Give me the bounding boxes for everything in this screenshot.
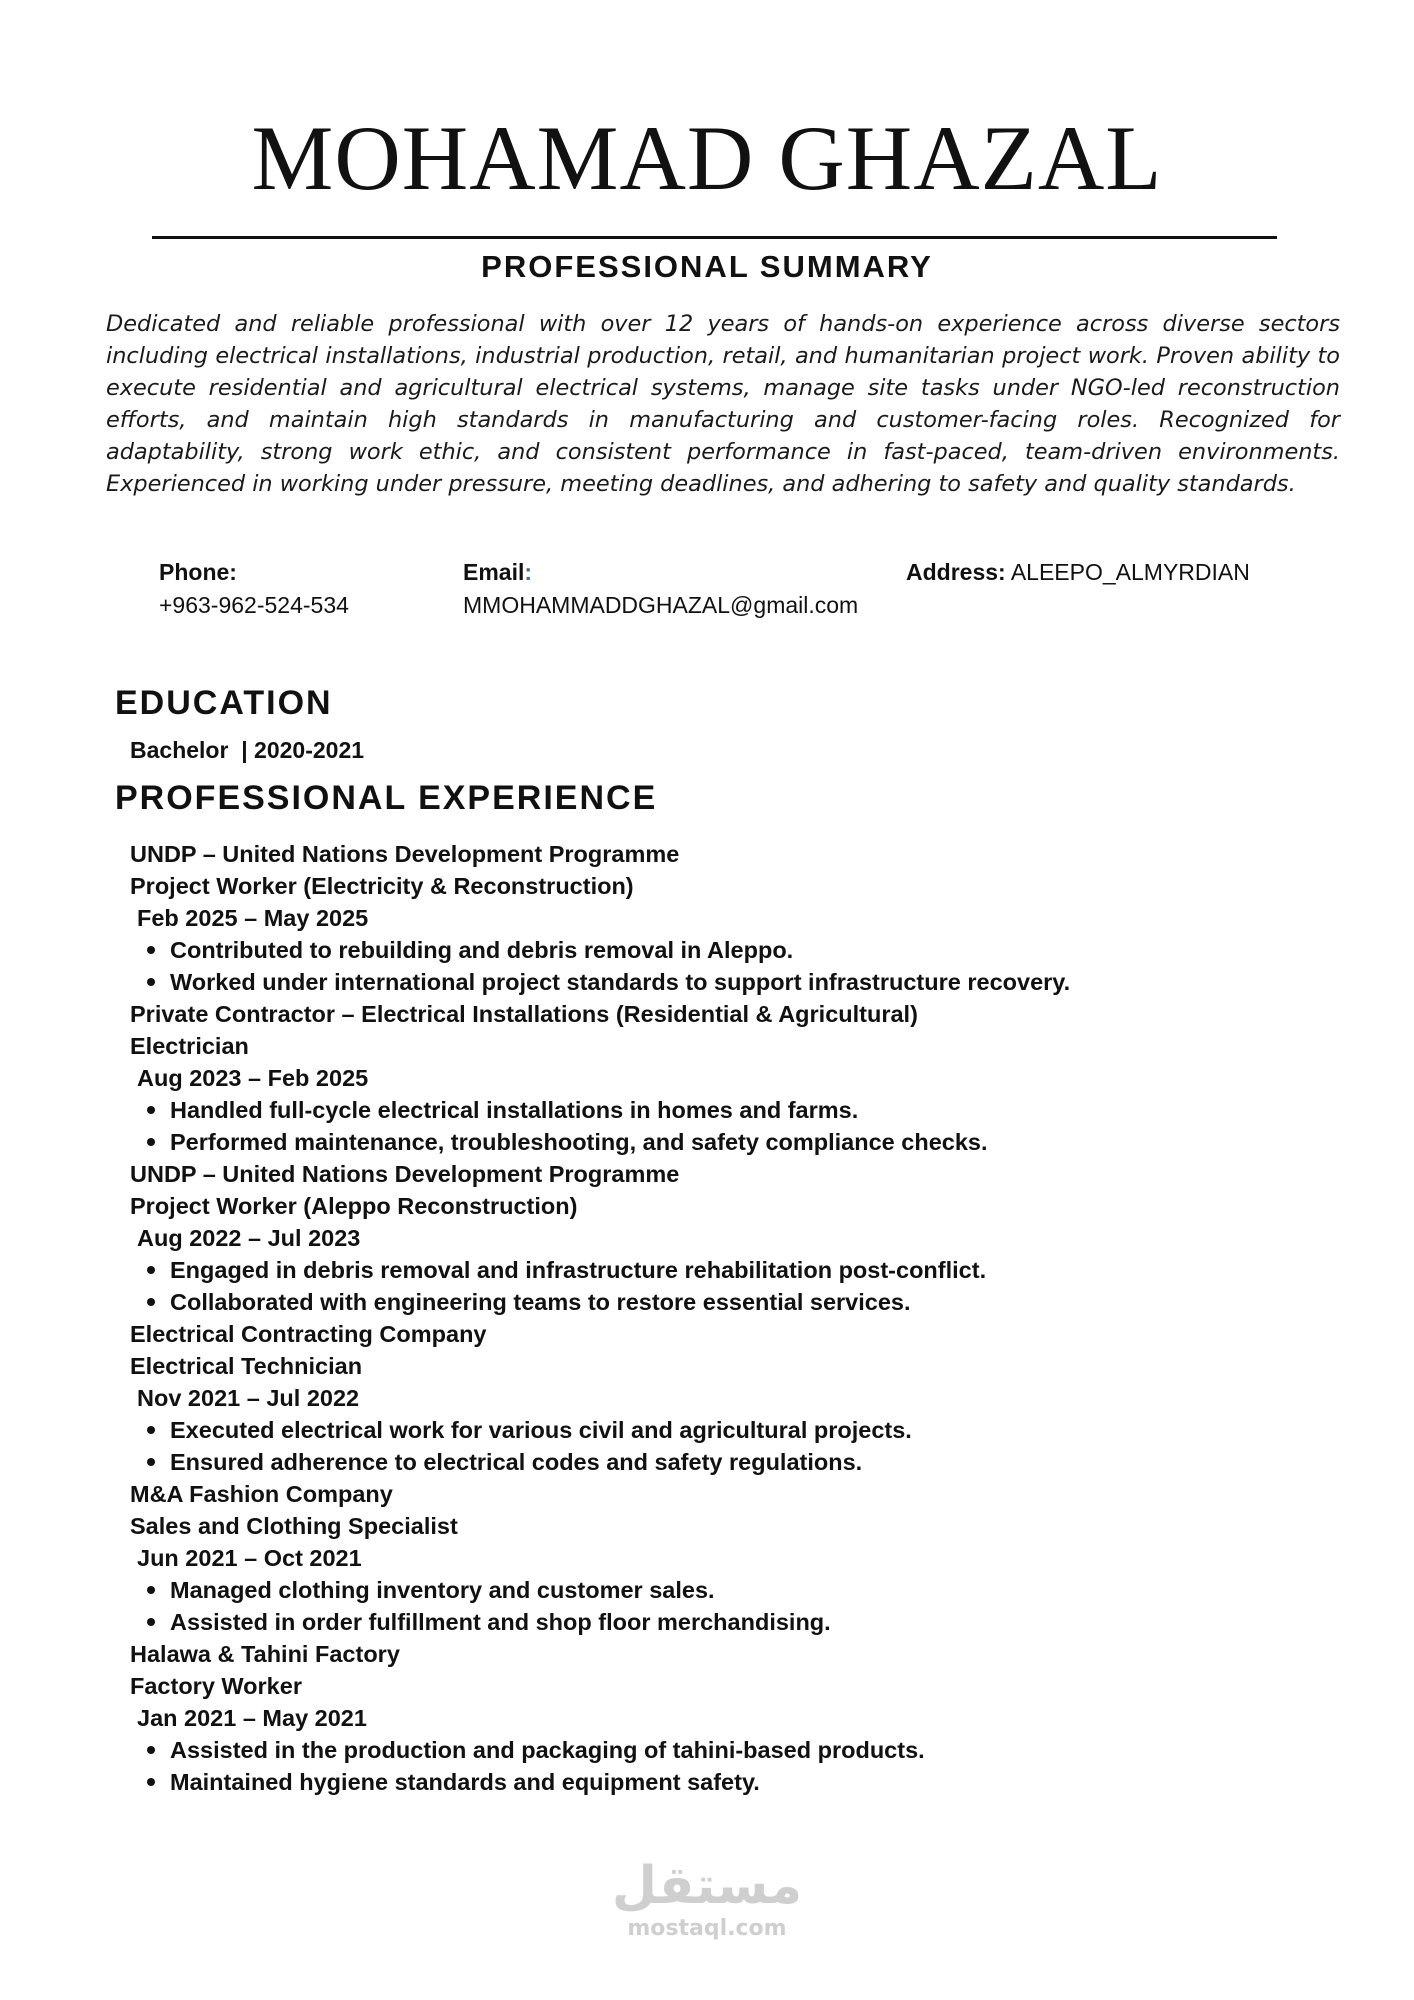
job-entry [130,838,1330,998]
job-role: Project Worker (Aleppo Reconstruction) [130,1193,578,1219]
bullet-item [130,1766,1330,1798]
header-divider [152,236,1277,239]
bullet-item [130,1734,1330,1766]
job-bullets [130,1254,1330,1318]
job-entry [130,998,1330,1158]
bullet-dot-icon [147,1458,155,1466]
job-bullets [130,1414,1330,1478]
bullet-item [130,1414,1330,1446]
job-organization: UNDP – United Nations Development Programme [130,841,680,867]
job-bullets [130,934,1330,998]
bullet-item [130,1574,1330,1606]
job-role: Sales and Clothing Specialist [130,1513,458,1539]
bullet-item [130,934,1330,966]
bullet-text: Managed clothing inventory and customer sales. [170,1577,715,1603]
watermark [0,1856,1414,1941]
phone-value: +963-962-524-534 [159,592,349,618]
bullet-text: Handled full-cycle electrical installations in homes and farms. [170,1097,859,1123]
job-bullets [130,1734,1330,1798]
candidate-name: MOHAMAD GHAZAL [251,107,1163,209]
education-entry: Bachelor | 2020-2021 [130,737,365,763]
bullet-text: Worked under international project standards to support infrastructure recovery. [170,969,1071,995]
job-bullets [130,1574,1330,1638]
job-role: Electrician [130,1033,249,1059]
job-entry [130,1318,1330,1478]
bullet-text: Maintained hygiene standards and equipment safety. [170,1769,760,1795]
bullet-dot-icon [147,1266,155,1274]
bullet-dot-icon [147,1746,155,1754]
bullet-text: Collaborated with engineering teams to restore essential services. [170,1289,911,1315]
bullet-item [130,1094,1330,1126]
email-colon: : [524,559,533,585]
job-organization: Halawa & Tahini Factory [130,1641,400,1667]
job-bullets [130,1094,1330,1158]
contact-address [906,556,1250,589]
job-dates: Aug 2022 – Jul 2023 [137,1225,361,1251]
address-label: Address: [906,559,1006,585]
bullet-dot-icon [147,1106,155,1114]
bullet-dot-icon [147,1298,155,1306]
bullet-dot-icon [147,1426,155,1434]
experience-heading: PROFESSIONAL EXPERIENCE [115,779,658,817]
bullet-dot-icon [147,946,155,954]
bullet-text: Assisted in order fulfillment and shop floor merchandising. [170,1609,831,1635]
job-role: Electrical Technician [130,1353,363,1379]
job-dates: Jan 2021 – May 2021 [137,1705,367,1731]
summary-text: Dedicated and reliable professional with over 12 years of hands-on experience across diverse sectors including electrical installations, industrial production, retail, and humanitarian project work. Proven ability to execute residential and agricultural electrical systems, manage site tasks under NGO-led reconstruction efforts, and maintain high standards in manufacturing and customer-facing roles. Recognized for adaptability, strong work ethic, and consistent performance in fast-paced, team-driven environments. Experienced in working under pressure, meeting deadlines, and adhering to safety and quality standards. [106,311,1340,497]
phone-label: Phone: [159,559,237,585]
job-role: Project Worker (Electricity & Reconstruction) [130,873,634,899]
experience-list [130,838,1330,1798]
watermark-arabic: مستقل [611,1856,803,1916]
bullet-dot-icon [147,1618,155,1626]
job-entry [130,1158,1330,1318]
job-dates: Nov 2021 – Jul 2022 [137,1385,360,1411]
job-dates: Jun 2021 – Oct 2021 [137,1545,362,1571]
education-heading: EDUCATION [115,684,333,722]
bullet-dot-icon [147,1586,155,1594]
contact-email [463,556,858,622]
bullet-dot-icon [147,1778,155,1786]
bullet-text: Contributed to rebuilding and debris removal in Aleppo. [170,937,794,963]
bullet-text: Ensured adherence to electrical codes and safety regulations. [170,1449,863,1475]
email-value: MMOHAMMADDGHAZAL@gmail.com [463,592,859,618]
bullet-item [130,1606,1330,1638]
bullet-text: Engaged in debris removal and infrastructure rehabilitation post-conflict. [170,1257,987,1283]
job-dates: Aug 2023 – Feb 2025 [137,1065,369,1091]
watermark-url: mostaql.com [627,1916,787,1941]
job-organization: M&A Fashion Company [130,1481,393,1507]
job-entry [130,1638,1330,1798]
job-role: Factory Worker [130,1673,302,1699]
bullet-item [130,1446,1330,1478]
bullet-item [130,1286,1330,1318]
bullet-text: Executed electrical work for various civil and agricultural projects. [170,1417,912,1443]
job-organization: UNDP – United Nations Development Programme [130,1161,680,1187]
email-label: Email [463,559,525,585]
job-entry [130,1478,1330,1638]
address-value: ALEEPO_ALMYRDIAN [1010,559,1250,585]
bullet-item [130,1126,1330,1158]
bullet-dot-icon [147,1138,155,1146]
bullet-item [130,966,1330,998]
job-organization: Electrical Contracting Company [130,1321,487,1347]
bullet-item [130,1254,1330,1286]
contact-phone [159,556,349,622]
bullet-text: Performed maintenance, troubleshooting, and safety compliance checks. [170,1129,988,1155]
bullet-text: Assisted in the production and packaging of tahini-based products. [170,1737,925,1763]
job-dates: Feb 2025 – May 2025 [137,905,369,931]
summary-heading: PROFESSIONAL SUMMARY [481,249,933,284]
job-organization: Private Contractor – Electrical Installations (Residential & Agricultural) [130,1001,918,1027]
bullet-dot-icon [147,978,155,986]
